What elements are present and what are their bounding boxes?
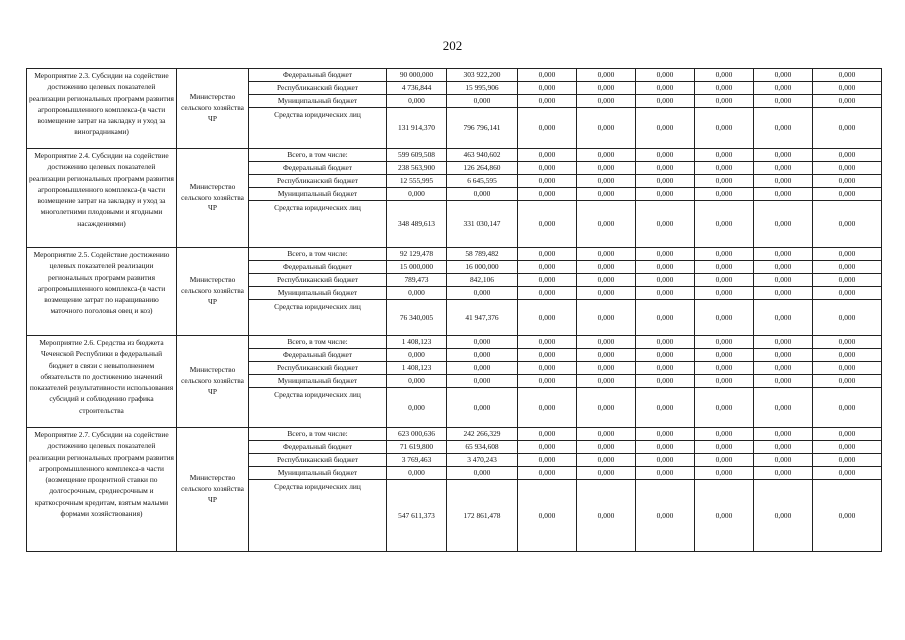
event-name: Мероприятие 2.6. Средства из бюджета Чеченской Республики в федеральный бюджет в связи с невыполнением обязательств по достижению значений показателей результативности использования субсидий и соблюдению графика строительства (27, 336, 177, 428)
amount-cell: 0,000 (636, 287, 695, 300)
amount-cell: 0,000 (813, 149, 882, 162)
event-name: Мероприятие 2.3. Субсидии на содействие достижению целевых показателей реализации региональных программ развития агропромышленного комплекса-(в части возмещение затрат на закладку и уход за виноградниками) (27, 69, 177, 149)
amount-cell: 0,000 (636, 388, 695, 428)
amount-cell: 0,000 (754, 201, 813, 248)
amount-cell: 0,000 (754, 454, 813, 467)
amount-cell: 0,000 (813, 248, 882, 261)
amount-cell: 0,000 (695, 467, 754, 480)
amount-cell: 0,000 (577, 261, 636, 274)
amount-cell: 0,000 (447, 375, 518, 388)
amount-cell: 0,000 (813, 69, 882, 82)
amount-cell: 0,000 (636, 188, 695, 201)
amount-cell: 0,000 (813, 201, 882, 248)
table-row (27, 428, 882, 441)
amount-cell: 0,000 (754, 388, 813, 428)
amount-cell: 0,000 (813, 287, 882, 300)
amount-cell: 0,000 (577, 162, 636, 175)
amount-cell: 0,000 (695, 261, 754, 274)
amount-cell: 0,000 (387, 467, 447, 480)
amount-cell: 0,000 (813, 336, 882, 349)
amount-cell: 0,000 (636, 362, 695, 375)
amount-cell: 0,000 (518, 108, 577, 149)
amount-cell: 0,000 (636, 480, 695, 552)
amount-cell: 0,000 (636, 248, 695, 261)
amount-cell: 0,000 (813, 188, 882, 201)
amount-cell: 0,000 (754, 149, 813, 162)
amount-cell: 0,000 (577, 287, 636, 300)
amount-cell: 303 922,200 (447, 69, 518, 82)
amount-cell: 1 408,123 (387, 336, 447, 349)
amount-cell: 131 914,370 (387, 108, 447, 149)
funding-source: Муниципальный бюджет (249, 188, 387, 201)
amount-cell: 65 934,608 (447, 441, 518, 454)
amount-cell: 0,000 (695, 274, 754, 287)
funding-source: Республиканский бюджет (249, 82, 387, 95)
amount-cell: 0,000 (636, 375, 695, 388)
amount-cell: 0,000 (754, 362, 813, 375)
amount-cell: 0,000 (813, 300, 882, 336)
amount-cell: 0,000 (636, 441, 695, 454)
amount-cell: 0,000 (636, 95, 695, 108)
amount-cell: 0,000 (754, 82, 813, 95)
amount-cell: 0,000 (754, 274, 813, 287)
amount-cell: 0,000 (518, 441, 577, 454)
amount-cell: 0,000 (577, 467, 636, 480)
amount-cell: 0,000 (813, 175, 882, 188)
amount-cell: 0,000 (754, 480, 813, 552)
amount-cell: 0,000 (754, 95, 813, 108)
amount-cell: 0,000 (636, 201, 695, 248)
amount-cell: 4 736,844 (387, 82, 447, 95)
amount-cell: 0,000 (518, 388, 577, 428)
amount-cell: 0,000 (636, 261, 695, 274)
amount-cell: 0,000 (695, 95, 754, 108)
funding-source: Средства юридических лиц (249, 480, 387, 552)
amount-cell: 0,000 (447, 349, 518, 362)
amount-cell: 0,000 (577, 248, 636, 261)
amount-cell: 0,000 (695, 388, 754, 428)
amount-cell: 242 266,329 (447, 428, 518, 441)
amount-cell: 0,000 (447, 188, 518, 201)
amount-cell: 0,000 (636, 274, 695, 287)
amount-cell: 0,000 (518, 467, 577, 480)
amount-cell: 0,000 (518, 201, 577, 248)
amount-cell: 0,000 (813, 362, 882, 375)
funding-source: Средства юридических лиц (249, 388, 387, 428)
table-row (27, 336, 882, 349)
amount-cell: 331 030,147 (447, 201, 518, 248)
amount-cell: 0,000 (518, 300, 577, 336)
amount-cell: 0,000 (754, 441, 813, 454)
funding-source: Федеральный бюджет (249, 441, 387, 454)
amount-cell: 0,000 (387, 349, 447, 362)
amount-cell: 71 619,800 (387, 441, 447, 454)
amount-cell: 0,000 (577, 349, 636, 362)
amount-cell: 15 995,906 (447, 82, 518, 95)
amount-cell: 0,000 (695, 69, 754, 82)
funding-source: Муниципальный бюджет (249, 95, 387, 108)
amount-cell: 0,000 (813, 349, 882, 362)
funding-source: Всего, в том числе: (249, 336, 387, 349)
funding-source: Федеральный бюджет (249, 162, 387, 175)
amount-cell: 0,000 (387, 95, 447, 108)
amount-cell: 0,000 (387, 388, 447, 428)
amount-cell: 90 000,000 (387, 69, 447, 82)
amount-cell: 0,000 (577, 149, 636, 162)
amount-cell: 0,000 (636, 69, 695, 82)
budget-table (26, 68, 882, 552)
amount-cell: 0,000 (813, 95, 882, 108)
amount-cell: 238 563,900 (387, 162, 447, 175)
amount-cell: 0,000 (518, 162, 577, 175)
amount-cell: 0,000 (577, 441, 636, 454)
amount-cell: 15 000,000 (387, 261, 447, 274)
amount-cell: 0,000 (636, 300, 695, 336)
amount-cell: 0,000 (636, 349, 695, 362)
amount-cell: 0,000 (813, 441, 882, 454)
amount-cell: 0,000 (447, 388, 518, 428)
amount-cell: 0,000 (577, 336, 636, 349)
amount-cell: 0,000 (695, 349, 754, 362)
funding-source: Федеральный бюджет (249, 69, 387, 82)
amount-cell: 0,000 (813, 82, 882, 95)
amount-cell: 0,000 (518, 336, 577, 349)
funding-source: Всего, в том числе: (249, 248, 387, 261)
amount-cell: 0,000 (636, 454, 695, 467)
funding-source: Всего, в том числе: (249, 428, 387, 441)
amount-cell: 0,000 (813, 274, 882, 287)
event-name: Мероприятие 2.5. Содействие достижению целевых показателей реализации региональных программ развития агропромышленного комплекса-(в части возмещение затрат по наращиванию маточного поголовья овец и коз) (27, 248, 177, 336)
table-row (27, 149, 882, 162)
amount-cell: 0,000 (577, 362, 636, 375)
amount-cell: 0,000 (518, 428, 577, 441)
amount-cell: 0,000 (577, 428, 636, 441)
funding-source: Федеральный бюджет (249, 261, 387, 274)
amount-cell: 0,000 (447, 467, 518, 480)
amount-cell: 0,000 (577, 201, 636, 248)
funding-source: Муниципальный бюджет (249, 287, 387, 300)
amount-cell: 0,000 (518, 287, 577, 300)
amount-cell: 0,000 (813, 388, 882, 428)
amount-cell: 0,000 (518, 375, 577, 388)
amount-cell: 599 609,508 (387, 149, 447, 162)
amount-cell: 0,000 (695, 188, 754, 201)
funding-source: Республиканский бюджет (249, 175, 387, 188)
amount-cell: 348 489,613 (387, 201, 447, 248)
amount-cell: 76 340,005 (387, 300, 447, 336)
funding-source: Средства юридических лиц (249, 201, 387, 248)
amount-cell: 172 861,478 (447, 480, 518, 552)
funding-source: Федеральный бюджет (249, 349, 387, 362)
amount-cell: 0,000 (754, 248, 813, 261)
executor: Министерство сельского хозяйства ЧР (177, 428, 249, 552)
amount-cell: 0,000 (447, 95, 518, 108)
amount-cell: 0,000 (695, 454, 754, 467)
amount-cell: 0,000 (695, 201, 754, 248)
amount-cell: 0,000 (813, 454, 882, 467)
amount-cell: 0,000 (518, 149, 577, 162)
executor: Министерство сельского хозяйства ЧР (177, 248, 249, 336)
amount-cell: 0,000 (577, 454, 636, 467)
amount-cell: 0,000 (577, 108, 636, 149)
amount-cell: 0,000 (813, 108, 882, 149)
amount-cell: 126 264,860 (447, 162, 518, 175)
amount-cell: 0,000 (754, 467, 813, 480)
amount-cell: 0,000 (754, 349, 813, 362)
amount-cell: 0,000 (518, 69, 577, 82)
amount-cell: 0,000 (577, 480, 636, 552)
amount-cell: 0,000 (695, 248, 754, 261)
amount-cell: 0,000 (518, 454, 577, 467)
amount-cell: 0,000 (636, 162, 695, 175)
amount-cell: 0,000 (518, 95, 577, 108)
amount-cell: 0,000 (695, 175, 754, 188)
amount-cell: 16 000,000 (447, 261, 518, 274)
amount-cell: 547 611,373 (387, 480, 447, 552)
amount-cell: 0,000 (577, 300, 636, 336)
amount-cell: 0,000 (695, 287, 754, 300)
amount-cell: 0,000 (518, 362, 577, 375)
amount-cell: 0,000 (695, 428, 754, 441)
amount-cell: 0,000 (695, 149, 754, 162)
amount-cell: 0,000 (636, 428, 695, 441)
amount-cell: 58 789,482 (447, 248, 518, 261)
funding-source: Всего, в том числе: (249, 149, 387, 162)
amount-cell: 12 555,995 (387, 175, 447, 188)
event-name: Мероприятие 2.4. Субсидии на содействие достижению целевых показателей реализации региональных программ развития агропромышленного комплекса-(в части возмещение затрат на закладку и уход за многолетними плодовыми и ягодными насаждениями) (27, 149, 177, 248)
amount-cell: 842,106 (447, 274, 518, 287)
amount-cell: 0,000 (695, 441, 754, 454)
amount-cell: 0,000 (636, 82, 695, 95)
amount-cell: 0,000 (577, 69, 636, 82)
amount-cell: 0,000 (577, 188, 636, 201)
amount-cell: 0,000 (518, 188, 577, 201)
amount-cell: 0,000 (754, 188, 813, 201)
funding-source: Республиканский бюджет (249, 362, 387, 375)
amount-cell: 0,000 (754, 261, 813, 274)
executor: Министерство сельского хозяйства ЧР (177, 149, 249, 248)
amount-cell: 0,000 (518, 349, 577, 362)
funding-source: Муниципальный бюджет (249, 467, 387, 480)
amount-cell: 0,000 (577, 388, 636, 428)
amount-cell: 0,000 (695, 375, 754, 388)
amount-cell: 0,000 (754, 162, 813, 175)
amount-cell: 0,000 (447, 287, 518, 300)
amount-cell: 0,000 (636, 149, 695, 162)
amount-cell: 0,000 (695, 300, 754, 336)
amount-cell: 0,000 (754, 175, 813, 188)
amount-cell: 0,000 (518, 261, 577, 274)
amount-cell: 0,000 (518, 82, 577, 95)
amount-cell: 0,000 (518, 175, 577, 188)
funding-source: Республиканский бюджет (249, 274, 387, 287)
amount-cell: 796 796,141 (447, 108, 518, 149)
amount-cell: 6 645,595 (447, 175, 518, 188)
funding-source: Средства юридических лиц (249, 300, 387, 336)
amount-cell: 0,000 (813, 162, 882, 175)
amount-cell: 3 769,463 (387, 454, 447, 467)
amount-cell: 0,000 (387, 375, 447, 388)
amount-cell: 0,000 (695, 336, 754, 349)
amount-cell: 0,000 (813, 428, 882, 441)
amount-cell: 0,000 (518, 480, 577, 552)
amount-cell: 0,000 (577, 82, 636, 95)
amount-cell: 0,000 (518, 248, 577, 261)
amount-cell: 0,000 (695, 108, 754, 149)
amount-cell: 0,000 (577, 95, 636, 108)
amount-cell: 0,000 (754, 428, 813, 441)
page-number: 202 (442, 38, 463, 53)
amount-cell: 41 947,376 (447, 300, 518, 336)
amount-cell: 463 940,602 (447, 149, 518, 162)
amount-cell: 0,000 (387, 188, 447, 201)
amount-cell: 0,000 (754, 375, 813, 388)
amount-cell: 0,000 (695, 82, 754, 95)
amount-cell: 623 000,636 (387, 428, 447, 441)
amount-cell: 0,000 (813, 375, 882, 388)
amount-cell: 0,000 (754, 108, 813, 149)
amount-cell: 0,000 (754, 287, 813, 300)
amount-cell: 0,000 (813, 261, 882, 274)
amount-cell: 789,473 (387, 274, 447, 287)
amount-cell: 0,000 (695, 480, 754, 552)
amount-cell: 0,000 (636, 336, 695, 349)
amount-cell: 0,000 (813, 467, 882, 480)
amount-cell: 0,000 (636, 467, 695, 480)
executor: Министерство сельского хозяйства ЧР (177, 336, 249, 428)
amount-cell: 0,000 (813, 480, 882, 552)
amount-cell: 0,000 (577, 375, 636, 388)
funding-source: Республиканский бюджет (249, 454, 387, 467)
funding-source: Средства юридических лиц (249, 108, 387, 149)
amount-cell: 0,000 (447, 362, 518, 375)
table-row (27, 69, 882, 82)
amount-cell: 0,000 (577, 175, 636, 188)
amount-cell: 0,000 (447, 336, 518, 349)
amount-cell: 0,000 (695, 162, 754, 175)
funding-source: Муниципальный бюджет (249, 375, 387, 388)
amount-cell: 92 129,478 (387, 248, 447, 261)
amount-cell: 0,000 (387, 287, 447, 300)
amount-cell: 0,000 (577, 274, 636, 287)
amount-cell: 0,000 (518, 274, 577, 287)
executor: Министерство сельского хозяйства ЧР (177, 69, 249, 149)
amount-cell: 0,000 (636, 175, 695, 188)
amount-cell: 0,000 (695, 362, 754, 375)
table-row (27, 248, 882, 261)
amount-cell: 0,000 (636, 108, 695, 149)
event-name: Мероприятие 2.7. Субсидии на содействие достижению целевых показателей реализации региональных программ развития агропромышленного комплекса-в части (возмещение процентной ставки по долгосрочным, среднесрочным и краткосрочным кредитам, взятым малыми формами хозяйствования) (27, 428, 177, 552)
amount-cell: 1 408,123 (387, 362, 447, 375)
amount-cell: 0,000 (754, 300, 813, 336)
amount-cell: 0,000 (754, 336, 813, 349)
amount-cell: 0,000 (754, 69, 813, 82)
amount-cell: 3 470,243 (447, 454, 518, 467)
